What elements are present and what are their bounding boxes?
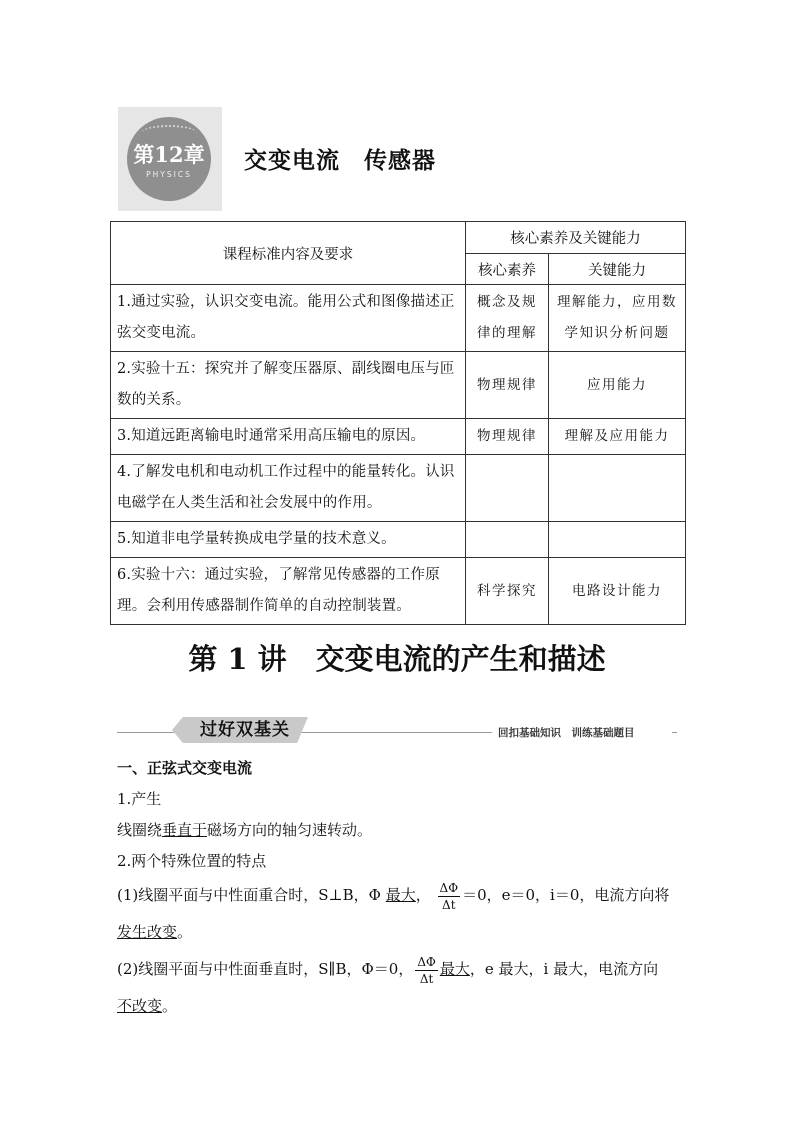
section-banner-title: 过好双基关 <box>200 720 290 740</box>
item1-underline: 垂直于 <box>162 821 208 839</box>
case2-max: 最大 <box>439 960 470 978</box>
chapter-badge-subtitle: PHYSICS <box>146 170 192 179</box>
standard-cell: 1.通过实验，认识交变电流。能用公式和图像描述正弦交变电流。 <box>111 285 466 352</box>
standard-cell: 3.知道远距离输电时通常采用高压输电的原因。 <box>111 419 466 455</box>
header-key: 关键能力 <box>549 254 686 285</box>
table-row <box>111 455 686 522</box>
header-core: 核心素养 <box>466 254 549 285</box>
case2-line <box>117 950 658 988</box>
case1-mid: ， <box>415 886 431 904</box>
case1-change: 发生改变 <box>117 923 178 941</box>
key-cell: 电路设计能力 <box>549 558 686 625</box>
case2-prefix: (2)线圈平面与中性面垂直时，S∥B，Φ＝0， <box>117 960 414 978</box>
chapter-badge-circle <box>127 117 211 201</box>
lecture-title: 第 1 讲 交变电流的产生和描述 <box>188 642 606 676</box>
case2-after: ，e 最大，i 最大，电流方向 <box>469 960 659 978</box>
fraction-numerator: ΔΦ <box>417 954 436 969</box>
key-cell: 理解及应用能力 <box>549 419 686 455</box>
table-row <box>111 352 686 419</box>
table-row <box>111 419 686 455</box>
section-heading: 一、正弦式交变电流 <box>117 759 253 777</box>
section-banner-subtitle: 回扣基础知识 训练基础题目 <box>498 727 635 739</box>
fraction-denominator: Δt <box>442 897 456 912</box>
case1-after: ＝0，e＝0，i＝0，电流方向将 <box>462 886 670 904</box>
standard-cell: 2.实验十五：探究并了解变压器原、副线圈电压与匝数的关系。 <box>111 352 466 419</box>
key-cell <box>549 455 686 522</box>
chapter-title: 交变电流 传感器 <box>244 147 436 174</box>
standard-cell: 5.知道非电学量转换成电学量的技术意义。 <box>111 522 466 558</box>
table-row <box>111 285 686 352</box>
key-cell: 应用能力 <box>549 352 686 419</box>
fraction-numerator: ΔΦ <box>439 880 459 895</box>
case2-end: 。 <box>162 997 178 1015</box>
case1-line <box>117 876 669 914</box>
header-standard: 课程标准内容及要求 <box>111 222 466 285</box>
case1-max: 最大 <box>385 886 416 904</box>
item1-suffix: 磁场方向的轴匀速转动。 <box>207 821 373 839</box>
core-cell: 科学探究 <box>466 558 549 625</box>
item2-heading: 2.两个特殊位置的特点 <box>117 852 267 870</box>
core-cell: 物理规律 <box>466 352 549 419</box>
core-cell: 物理规律 <box>466 419 549 455</box>
chapter-number: 第12章 <box>133 142 205 167</box>
key-cell: 理解能力，应用数学知识分析问题 <box>549 285 686 352</box>
item1-heading: 1.产生 <box>117 790 162 808</box>
standards-table <box>110 221 686 625</box>
case1-continuation <box>117 922 192 942</box>
core-cell <box>466 455 549 522</box>
table-row <box>111 522 686 558</box>
key-cell <box>549 522 686 558</box>
case1-end: 。 <box>177 923 193 941</box>
chapter-badge <box>118 107 222 211</box>
core-cell <box>466 522 549 558</box>
standard-cell: 4.了解发电机和电动机工作过程中的能量转化。认识电磁学在人类生活和社会发展中的作用。 <box>111 455 466 522</box>
case2-change: 不改变 <box>117 997 163 1015</box>
case2-continuation <box>117 996 177 1016</box>
header-group: 核心素养及关键能力 <box>466 222 686 254</box>
core-cell: 概念及规律的理解 <box>466 285 549 352</box>
standard-cell: 6.实验十六：通过实验，了解常见传感器的工作原理。会利用传感器制作简单的自动控制装置。 <box>111 558 466 625</box>
table-row <box>111 558 686 625</box>
fraction-denominator: Δt <box>419 971 434 986</box>
case1-prefix: (1)线圈平面与中性面重合时，S⊥B，Φ <box>117 886 386 904</box>
item1-text <box>117 820 372 840</box>
flux-rate-fraction <box>415 954 438 987</box>
item1-prefix: 线圈绕 <box>117 821 163 839</box>
flux-rate-fraction <box>438 880 461 913</box>
